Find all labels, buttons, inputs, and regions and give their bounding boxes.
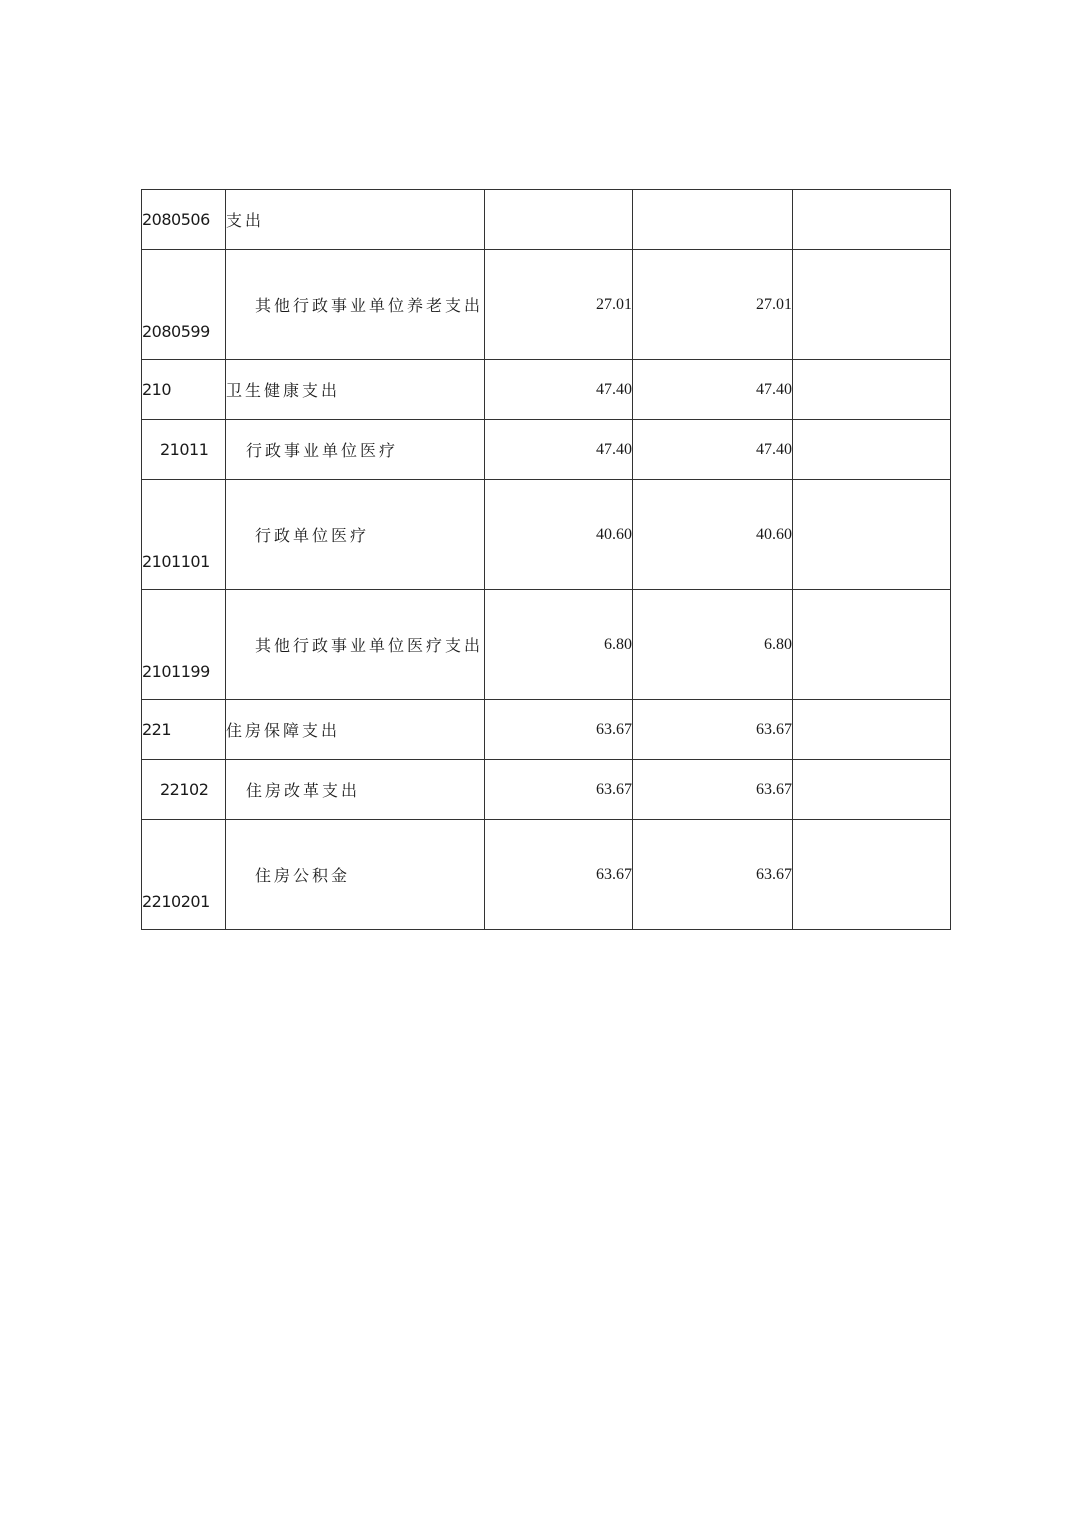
subject-code: 21011 (142, 420, 226, 480)
table-row (142, 250, 951, 360)
table-row (142, 700, 951, 760)
amount-cell: 40.60 (633, 480, 793, 590)
amount-cell (793, 820, 951, 930)
amount-cell: 27.01 (485, 250, 633, 360)
subject-code: 2101199 (142, 590, 226, 700)
amount-cell: 63.67 (633, 820, 793, 930)
subject-code: 22102 (142, 760, 226, 820)
amount-cell (793, 360, 951, 420)
amount-cell (793, 590, 951, 700)
subject-name: 其他行政事业单位医疗支出 (226, 590, 485, 700)
table-row (142, 820, 951, 930)
amount-cell (793, 190, 951, 250)
subject-name: 行政单位医疗 (226, 480, 485, 590)
amount-cell: 63.67 (633, 700, 793, 760)
budget-table (141, 189, 951, 930)
amount-cell: 47.40 (485, 360, 633, 420)
amount-cell: 47.40 (633, 360, 793, 420)
subject-name: 卫生健康支出 (226, 360, 485, 420)
subject-name: 住房保障支出 (226, 700, 485, 760)
table-row (142, 590, 951, 700)
amount-cell: 63.67 (485, 700, 633, 760)
amount-cell (633, 190, 793, 250)
subject-name: 其他行政事业单位养老支出 (226, 250, 485, 360)
subject-code: 221 (142, 700, 226, 760)
table-row (142, 420, 951, 480)
amount-cell (793, 700, 951, 760)
table-row (142, 480, 951, 590)
table-row (142, 190, 951, 250)
subject-code: 2080506 (142, 190, 226, 250)
amount-cell (485, 190, 633, 250)
subject-code: 2101101 (142, 480, 226, 590)
amount-cell: 47.40 (485, 420, 633, 480)
amount-cell: 63.67 (485, 760, 633, 820)
amount-cell (793, 250, 951, 360)
subject-name: 住房改革支出 (226, 760, 485, 820)
amount-cell (793, 480, 951, 590)
subject-code: 2210201 (142, 820, 226, 930)
subject-name: 行政事业单位医疗 (226, 420, 485, 480)
amount-cell (793, 760, 951, 820)
table-row (142, 760, 951, 820)
amount-cell: 40.60 (485, 480, 633, 590)
table-row (142, 360, 951, 420)
amount-cell: 63.67 (633, 760, 793, 820)
amount-cell: 27.01 (633, 250, 793, 360)
amount-cell (793, 420, 951, 480)
amount-cell: 6.80 (633, 590, 793, 700)
subject-name: 住房公积金 (226, 820, 485, 930)
subject-name: 支出 (226, 190, 485, 250)
amount-cell: 63.67 (485, 820, 633, 930)
subject-code: 2080599 (142, 250, 226, 360)
subject-code: 210 (142, 360, 226, 420)
amount-cell: 6.80 (485, 590, 633, 700)
amount-cell: 47.40 (633, 420, 793, 480)
